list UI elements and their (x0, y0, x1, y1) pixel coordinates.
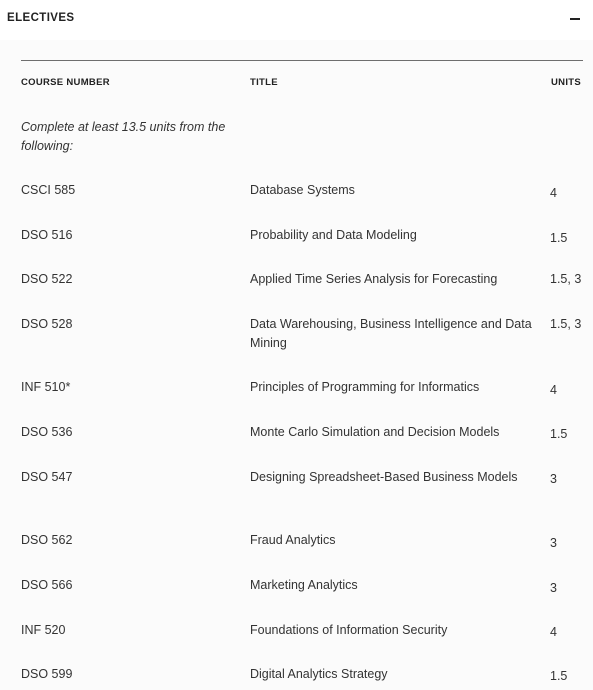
table-row (0, 468, 593, 508)
course-number: INF 510* (21, 380, 71, 394)
course-units: 1.5 (550, 669, 568, 683)
course-number: DSO 528 (21, 317, 73, 331)
units-instruction: Complete at least 13.5 units from the following: (21, 120, 226, 153)
course-number: DSO 562 (21, 533, 73, 547)
course-units: 4 (550, 186, 557, 200)
electives-accordion-header[interactable] (0, 0, 593, 40)
table-divider (21, 60, 583, 61)
course-units: 3 (550, 536, 557, 550)
course-units: 4 (550, 625, 557, 639)
course-units: 1.5 (550, 231, 568, 245)
course-number: DSO 516 (21, 228, 73, 242)
electives-panel (0, 40, 593, 690)
course-title: Foundations of Information Security (250, 623, 448, 637)
table-row (0, 181, 593, 221)
course-title: Database Systems (250, 183, 355, 197)
course-number: INF 520 (21, 623, 66, 637)
course-title: Data Warehousing, Business Intelligence and Data Mining (250, 317, 532, 350)
course-title: Probability and Data Modeling (250, 228, 417, 242)
course-title: Digital Analytics Strategy (250, 667, 388, 681)
course-title: Monte Carlo Simulation and Decision Models (250, 425, 500, 439)
table-row (0, 576, 593, 616)
course-units: 1.5, 3 (550, 317, 582, 331)
table-row (0, 665, 593, 690)
course-title: Principles of Programming for Informatics (250, 380, 480, 394)
course-title: Marketing Analytics (250, 578, 358, 592)
course-number: DSO 536 (21, 425, 73, 439)
course-units: 3 (550, 581, 557, 595)
course-number: DSO 599 (21, 667, 73, 681)
minus-icon[interactable] (570, 18, 580, 20)
course-units: 1.5 (550, 427, 568, 441)
table-row (0, 378, 593, 418)
course-title: Fraud Analytics (250, 533, 336, 547)
column-header-course-number: COURSE NUMBER (21, 77, 110, 88)
course-units: 1.5, 3 (550, 272, 582, 286)
course-number: DSO 566 (21, 578, 73, 592)
course-title: Applied Time Series Analysis for Forecasting (250, 272, 498, 286)
table-row (0, 315, 593, 355)
column-header-title: TITLE (250, 77, 278, 88)
course-title: Designing Spreadsheet-Based Business Models (250, 470, 518, 484)
course-number: DSO 522 (21, 272, 73, 286)
column-header-units: UNITS (551, 77, 581, 88)
table-row (0, 270, 593, 310)
table-row (0, 621, 593, 661)
course-number: CSCI 585 (21, 183, 76, 197)
section-title: ELECTIVES (7, 12, 75, 24)
table-row (0, 423, 593, 463)
table-row (0, 531, 593, 571)
course-units: 4 (550, 383, 557, 397)
course-units: 3 (550, 472, 557, 486)
course-number: DSO 547 (21, 470, 73, 484)
table-row (0, 226, 593, 266)
